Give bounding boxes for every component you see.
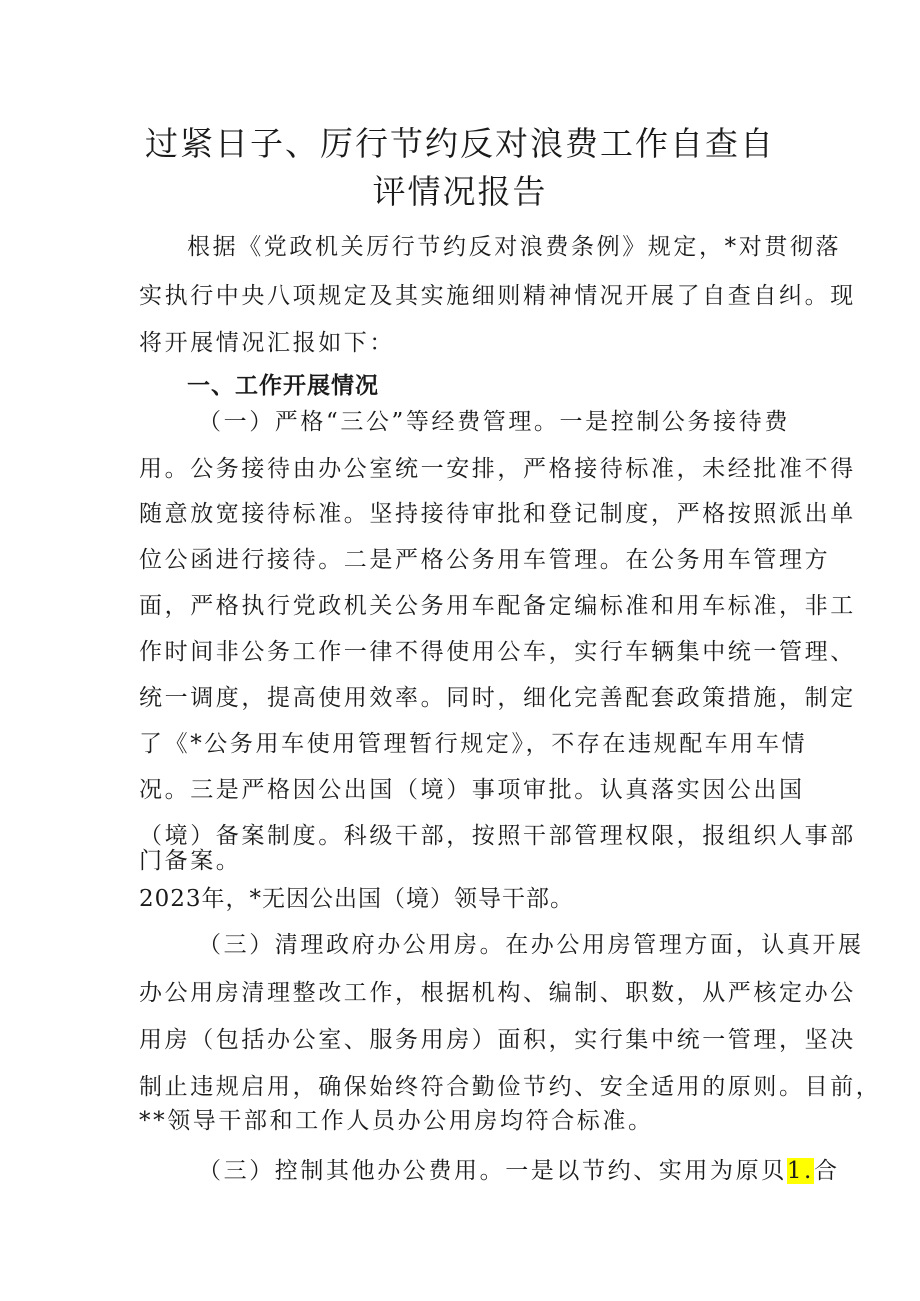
para2-line-4: 制止违规启用，确保始终符合勤俭节约、安全适用的原则。目前， bbox=[139, 1074, 882, 1100]
para1-line-5: 面，严格执行党政机关公务用车配备定编标准和用车标准，非工 bbox=[139, 593, 856, 619]
section-heading-work-status: 一、工作开展情况 bbox=[187, 373, 379, 399]
para1-line-7: 统一调度，提高使用效率。同时，细化完善配套政策措施，制定 bbox=[139, 685, 856, 711]
document-title-line-2: 评情况报告 bbox=[372, 172, 548, 211]
para2-line-1: （三）清理政府办公用房。在办公用房管理方面，认真开展 bbox=[198, 932, 864, 958]
intro-line-1: 根据《党政机关厉行节约反对浪费条例》规定，*对贯彻落 bbox=[187, 234, 842, 260]
para2-line-5: **领导干部和工作人员办公用房均符合标准。 bbox=[139, 1108, 654, 1134]
para1-line-9: 况。三是严格因公出国（境）事项审批。认真落实因公出国 bbox=[139, 777, 805, 803]
para1-line-8: 了《*公务用车使用管理暂行规定》，不存在违规配车用车情 bbox=[139, 731, 808, 757]
intro-line-3: 将开展情况汇报如下： bbox=[139, 330, 395, 356]
highlighted-text: 1. bbox=[786, 1158, 814, 1184]
para2-line-2: 办公用房清理整改工作，根据机构、编制、职数，从严核定办公 bbox=[139, 980, 856, 1006]
para1-line-10: （境）备案制度。科级干部，按照干部管理权限，报组织人事部 bbox=[139, 823, 856, 849]
para1-line-2: 用。公务接待由办公室统一安排，严格接待标准，未经批准不得 bbox=[139, 456, 856, 482]
para3-text-before: （三）控制其他办公费用。一是以节约、实用为原贝 bbox=[198, 1158, 787, 1184]
para1-line-11: 门备案。 bbox=[139, 848, 242, 874]
line-2023-no-travel: 2023年，*无因公出国（境）领导干部。 bbox=[139, 886, 575, 912]
para3-text-after: 合 bbox=[813, 1158, 840, 1184]
document-title-line-1: 过紧日子、厉行节约反对浪费工作自查自 bbox=[145, 124, 775, 163]
para1-line-4: 位公函进行接待。二是严格公务用车管理。在公务用车管理方 bbox=[139, 547, 831, 573]
para3-line-1 bbox=[198, 1160, 840, 1183]
para1-line-1: （一）严格“三公”等经费管理。一是控制公务接待费 bbox=[198, 409, 790, 435]
intro-line-2: 实执行中央八项规定及其实施细则精神情况开展了自查自纠。现 bbox=[139, 283, 856, 309]
para1-line-3: 随意放宽接待标准。坚持接待审批和登记制度，严格按照派出单 bbox=[139, 501, 856, 527]
para1-line-6: 作时间非公务工作一律不得使用公车，实行车辆集中统一管理、 bbox=[139, 639, 856, 665]
para2-line-3: 用房（包括办公室、服务用房）面积，实行集中统一管理，坚决 bbox=[139, 1027, 856, 1053]
